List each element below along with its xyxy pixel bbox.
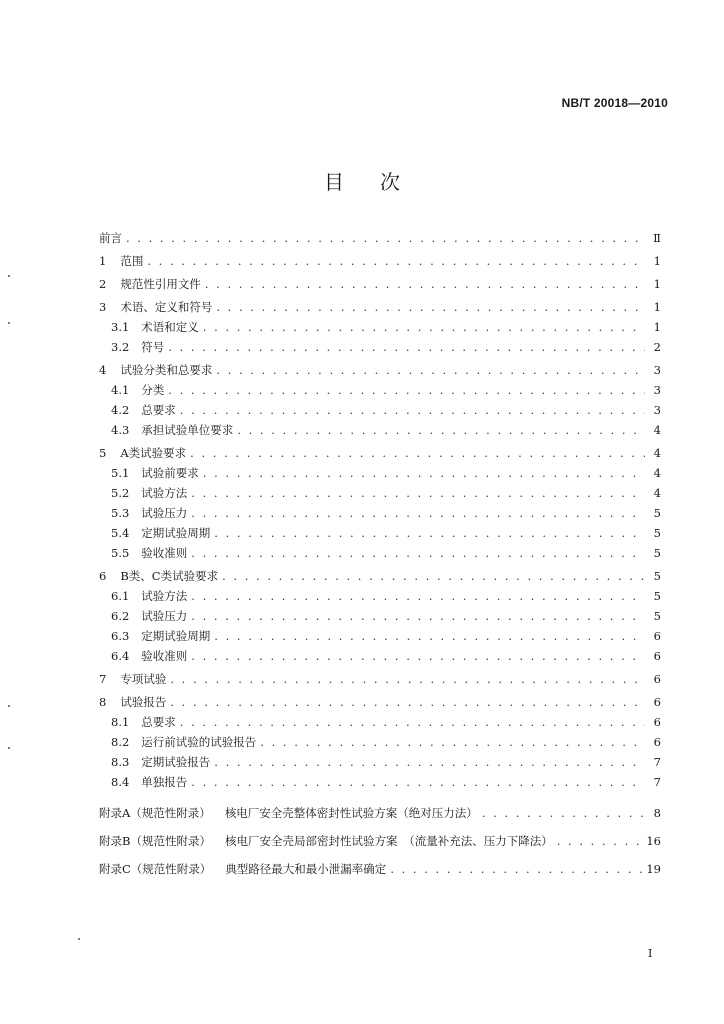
toc-entry-page: 4: [653, 446, 661, 460]
toc-leader-dots: [190, 444, 645, 462]
toc-entry-label: 符号: [141, 340, 165, 354]
toc-entry[interactable]: [99, 585, 661, 605]
toc-entry-label: 核电厂安全壳局部密封性试验方案 （流量补充法、压力下降法）: [224, 834, 553, 848]
toc-entry-number: 5.2: [111, 486, 130, 500]
toc-entry[interactable]: [99, 771, 661, 791]
toc-entry-number: 6.4: [111, 649, 130, 663]
toc-entry-number: 附录C（规范性附录）: [99, 862, 212, 876]
toc-leader-dots: [203, 464, 645, 482]
toc-entry-page: 6: [653, 629, 661, 643]
toc-entry-number: 5.4: [111, 526, 130, 540]
toc-entry[interactable]: [99, 336, 661, 356]
toc-leader-dots: [191, 587, 645, 605]
toc-entry[interactable]: [99, 711, 661, 731]
toc-entry[interactable]: [99, 482, 661, 502]
toc-entry-number: 6.2: [111, 609, 130, 623]
toc-leader-dots: [237, 421, 645, 439]
toc-entry[interactable]: [99, 542, 661, 562]
toc-entry-page: 5: [653, 526, 661, 540]
toc-entry-number: 8: [99, 695, 107, 709]
toc-entry[interactable]: [99, 399, 661, 419]
toc-entry-number: 8.4: [111, 775, 130, 789]
toc-leader-dots: [214, 524, 645, 542]
toc-entry-number: 8.2: [111, 735, 130, 749]
toc-entry-page: 5: [653, 506, 661, 520]
toc-leader-dots: [214, 753, 645, 771]
toc-entry-page: 4: [653, 423, 661, 437]
toc-entry-label: 试验分类和总要求: [120, 363, 213, 377]
toc-entry[interactable]: [99, 822, 661, 850]
toc-entry-page: 4: [653, 466, 661, 480]
toc-entry-label: 验收准则: [141, 649, 188, 663]
toc-entry-page: 3: [653, 363, 661, 377]
scan-speck: [8, 747, 10, 749]
toc-entry-page: 7: [653, 775, 661, 789]
toc-entry-label: 典型路径最大和最小泄漏率确定: [225, 862, 387, 876]
toc-leader-dots: [168, 381, 645, 399]
toc-entry-page: 1: [653, 300, 661, 314]
toc-leader-dots: [168, 338, 645, 356]
toc-leader-dots: [191, 647, 645, 665]
toc-entry-label: 核电厂安全壳整体密封性试验方案（绝对压力法）: [224, 806, 478, 820]
toc-entry-label: 术语、定义和符号: [120, 300, 213, 314]
toc-entry-page: 6: [653, 672, 661, 686]
toc-entry-page: 1: [653, 320, 661, 334]
toc-entry-label: 承担试验单位要求: [141, 423, 234, 437]
toc-entry[interactable]: [99, 645, 661, 665]
toc-entry-label: 试验前要求: [141, 466, 199, 480]
standard-code: NB/T 20018—2010: [561, 96, 668, 110]
toc-entry[interactable]: [99, 462, 661, 482]
page-number: I: [648, 947, 653, 960]
table-of-contents: [99, 227, 661, 878]
toc-entry-number: 附录A（规范性附录）: [99, 806, 211, 820]
toc-entry[interactable]: [99, 794, 661, 822]
toc-entry-label: B类、C类试验要求: [120, 569, 219, 583]
toc-entry-number: 2: [99, 277, 107, 291]
toc-entry-label: 总要求: [141, 715, 176, 729]
toc-leader-dots: [180, 401, 645, 419]
toc-entry-page: 3: [653, 403, 661, 417]
toc-entry[interactable]: [99, 250, 661, 270]
toc-leader-dots: [191, 607, 645, 625]
toc-entry[interactable]: [99, 502, 661, 522]
toc-entry[interactable]: [99, 751, 661, 771]
toc-entry[interactable]: [99, 296, 661, 316]
page-title: 目次: [324, 170, 436, 194]
toc-entry-number: 6.3: [111, 629, 130, 643]
scan-speck: [8, 322, 10, 324]
toc-entry-page: 2: [653, 340, 661, 354]
toc-entry-page: 5: [653, 609, 661, 623]
toc-leader-dots: [203, 318, 645, 336]
toc-leader-dots: [191, 544, 645, 562]
toc-leader-dots: [191, 504, 645, 522]
toc-leader-dots: [170, 693, 645, 711]
toc-entry[interactable]: [99, 731, 661, 751]
toc-leader-dots: [180, 713, 645, 731]
toc-entry-label: 单独报告: [141, 775, 188, 789]
toc-entry[interactable]: [99, 442, 661, 462]
toc-entry-label: 定期试验报告: [141, 755, 211, 769]
toc-leader-dots: [126, 229, 645, 247]
toc-entry-page: 6: [653, 735, 661, 749]
toc-entry-number: 4: [99, 363, 107, 377]
toc-entry-label: 试验报告: [120, 695, 167, 709]
toc-entry[interactable]: [99, 379, 661, 399]
toc-entry-page: 6: [653, 695, 661, 709]
toc-leader-dots: [216, 298, 645, 316]
toc-entry-label: 前言: [99, 231, 122, 245]
toc-entry-label: 试验压力: [141, 609, 188, 623]
toc-entry-number: 5.3: [111, 506, 130, 520]
toc-entry-number: 5.1: [111, 466, 130, 480]
toc-entry-label: 定期试验周期: [141, 629, 211, 643]
toc-entry-label: 专项试验: [120, 672, 167, 686]
toc-leader-dots: [147, 252, 645, 270]
toc-entry-page: Ⅱ: [653, 231, 661, 245]
toc-entry-page: 16: [646, 834, 661, 848]
toc-entry-page: 6: [653, 649, 661, 663]
toc-entry-number: 6: [99, 569, 107, 583]
toc-entry[interactable]: [99, 316, 661, 336]
toc-entry-page: 6: [653, 715, 661, 729]
toc-entry-number: 3.1: [111, 320, 130, 334]
toc-entry-page: 19: [646, 862, 661, 876]
toc-entry-page: 5: [653, 546, 661, 560]
toc-entry[interactable]: [99, 227, 661, 247]
toc-entry-label: 范围: [120, 254, 144, 268]
toc-entry-page: 1: [653, 254, 661, 268]
toc-leader-dots: [557, 832, 643, 850]
toc-leader-dots: [205, 275, 645, 293]
toc-entry-label: 验收准则: [141, 546, 188, 560]
toc-entry[interactable]: [99, 359, 661, 379]
scan-speck: [8, 705, 10, 707]
toc-entry[interactable]: [99, 850, 661, 878]
toc-entry-label: 总要求: [141, 403, 176, 417]
toc-entry-page: 1: [653, 277, 661, 291]
toc-entry-number: 4.2: [111, 403, 130, 417]
toc-entry[interactable]: [99, 419, 661, 439]
toc-entry-number: 3.2: [111, 340, 130, 354]
toc-entry-label: 术语和定义: [141, 320, 199, 334]
toc-entry-number: 4.3: [111, 423, 130, 437]
toc-entry-number: 5: [99, 446, 107, 460]
toc-entry-number: 5.5: [111, 546, 130, 560]
toc-entry-page: 5: [653, 569, 661, 583]
toc-entry-label: 试验方法: [141, 589, 188, 603]
toc-entry[interactable]: [99, 273, 661, 293]
toc-leader-dots: [260, 733, 645, 751]
toc-entry[interactable]: [99, 522, 661, 542]
toc-leader-dots: [216, 361, 645, 379]
toc-entry[interactable]: [99, 625, 661, 645]
toc-entry-page: 4: [653, 486, 661, 500]
toc-leader-dots: [482, 804, 645, 822]
scan-speck: [8, 275, 10, 277]
toc-entry-page: 7: [653, 755, 661, 769]
toc-entry-number: 8.1: [111, 715, 130, 729]
toc-leader-dots: [214, 627, 645, 645]
toc-entry-label: 运行前试验的试验报告: [141, 735, 257, 749]
toc-entry[interactable]: [99, 565, 661, 585]
scan-speck: [78, 938, 80, 940]
toc-entry-label: 分类: [141, 383, 165, 397]
toc-leader-dots: [170, 670, 645, 688]
toc-entry-page: 3: [653, 383, 661, 397]
toc-entry-number: 8.3: [111, 755, 130, 769]
toc-entry-label: 定期试验周期: [141, 526, 211, 540]
toc-entry-label: 规范性引用文件: [120, 277, 201, 291]
toc-entry-label: 试验压力: [141, 506, 188, 520]
toc-entry[interactable]: [99, 605, 661, 625]
toc-leader-dots: [191, 773, 645, 791]
toc-entry-number: 6.1: [111, 589, 130, 603]
toc-entry-label: 试验方法: [141, 486, 188, 500]
toc-entry-number: 3: [99, 300, 107, 314]
toc-entry-page: 5: [653, 589, 661, 603]
toc-entry[interactable]: [99, 668, 661, 688]
toc-entry-number: 4.1: [111, 383, 130, 397]
toc-leader-dots: [390, 860, 642, 878]
toc-leader-dots: [222, 567, 645, 585]
toc-entry-number: 7: [99, 672, 107, 686]
toc-leader-dots: [191, 484, 645, 502]
toc-entry-page: 8: [653, 806, 661, 820]
toc-entry-number: 附录B（规范性附录）: [99, 834, 211, 848]
toc-entry-number: 1: [99, 254, 107, 268]
toc-entry-label: A类试验要求: [120, 446, 187, 460]
toc-entry[interactable]: [99, 691, 661, 711]
